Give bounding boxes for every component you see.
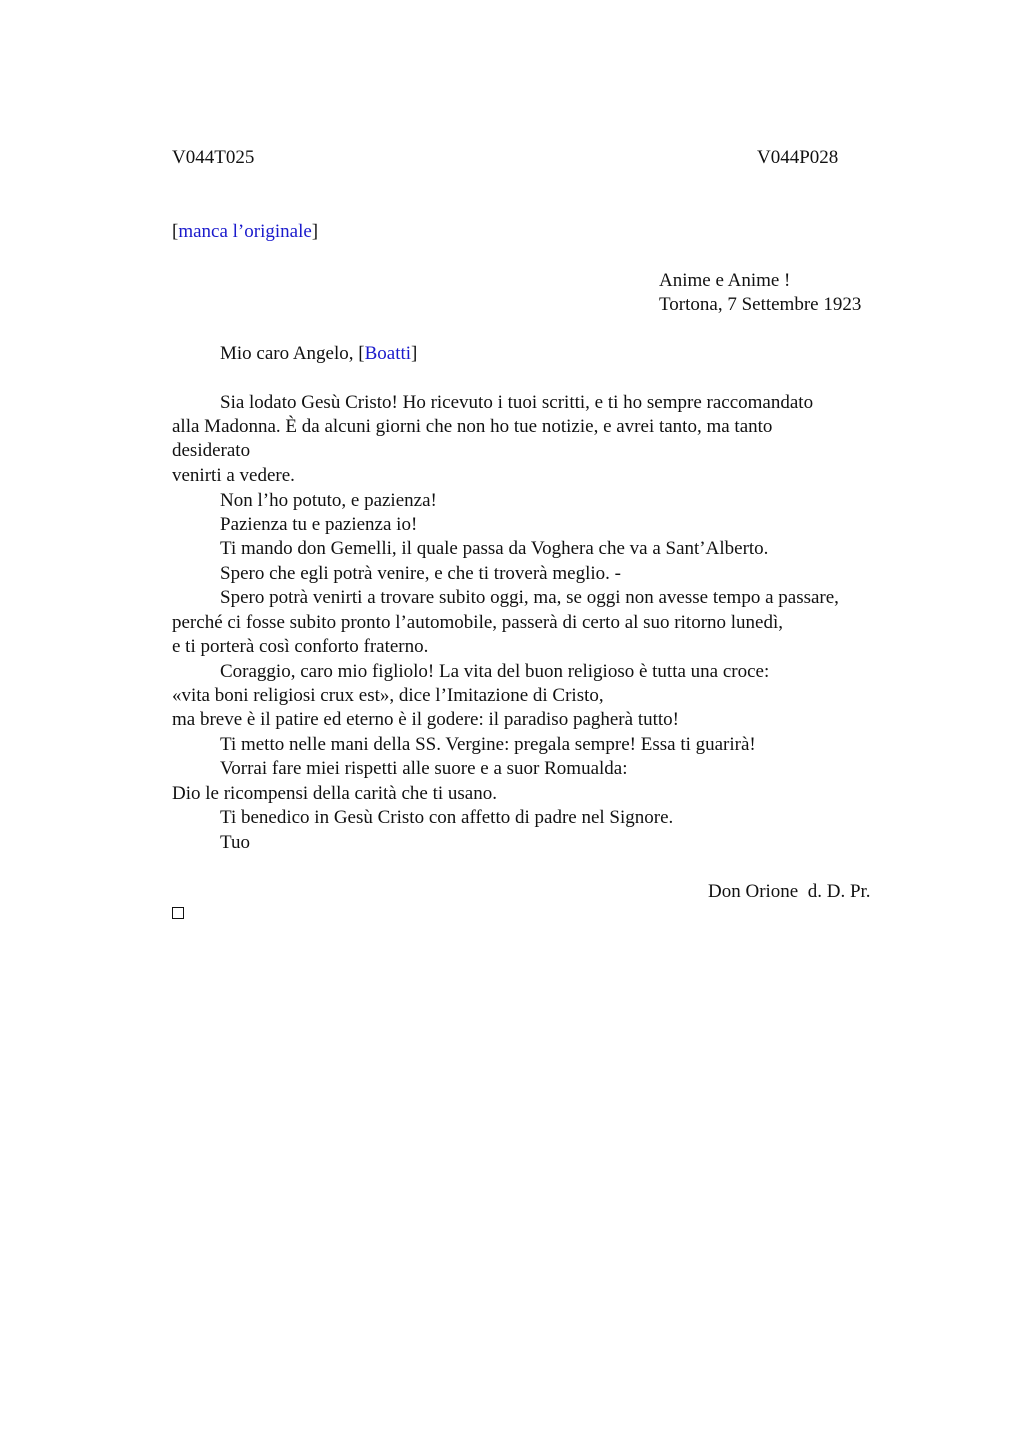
editorial-note xyxy=(172,220,318,244)
note-link[interactable]: manca l’originale xyxy=(178,221,312,242)
body-line: Dio le ricompensi della carità che ti usano. xyxy=(172,783,497,804)
body-line: alla Madonna. È da alcuni giorni che non ho tue notizie, e avrei tanto, ma tanto xyxy=(172,416,773,437)
body-line: Spero che egli potrà venire, e che ti troverà meglio. - xyxy=(220,563,621,584)
body-line: perché ci fosse subito pronto l’automobile, passerà di certo al suo ritorno lunedì, xyxy=(172,612,784,633)
body-line: Ti metto nelle mani della SS. Vergine: pregala sempre! Essa ti guarirà! xyxy=(220,734,756,755)
salutation-bracket-open: [ xyxy=(358,343,365,364)
body-line: ma breve è il patire ed eterno è il godere: il paradiso pagherà tutto! xyxy=(172,709,679,730)
end-mark-box xyxy=(172,907,184,919)
salutation-text: Mio caro Angelo, xyxy=(220,343,359,364)
recipient-link[interactable]: Boatti xyxy=(364,343,412,364)
body-line: Vorrai fare miei rispetti alle suore e a suor Romualda: xyxy=(220,758,628,779)
body-line: Coraggio, caro mio figliolo! La vita del buon religioso è tutta una croce: xyxy=(220,661,770,682)
note-bracket-open: [ xyxy=(172,221,179,242)
body-line: e ti porterà così conforto fraterno. xyxy=(172,636,429,657)
salutation xyxy=(220,342,417,366)
body-line: Ti mando don Gemelli, il quale passa da Voghera che va a Sant’Alberto. xyxy=(220,538,769,559)
document-code-left: V044T025 xyxy=(172,147,255,168)
body-line: Pazienza tu e pazienza io! xyxy=(220,514,418,535)
body-line: desiderato xyxy=(172,440,251,461)
note-bracket-close: ] xyxy=(311,221,319,242)
body-line: «vita boni religiosi crux est», dice l’Imitazione di Cristo, xyxy=(172,685,604,706)
salutation-bracket-close: ] xyxy=(411,343,418,364)
body-line: Ti benedico in Gesù Cristo con affetto di padre nel Signore. xyxy=(220,807,674,828)
body-line: Spero potrà venirti a trovare subito oggi, ma, se oggi non avesse tempo a passare, xyxy=(220,587,839,608)
signature: Don Orione d. D. Pr. xyxy=(708,881,871,902)
motto: Anime e Anime ! xyxy=(659,270,791,291)
body-line: venirti a vedere. xyxy=(172,465,295,486)
body-line: Non l’ho potuto, e pazienza! xyxy=(220,490,437,511)
place-date: Tortona, 7 Settembre 1923 xyxy=(659,294,862,315)
body-line: Sia lodato Gesù Cristo! Ho ricevuto i tuoi scritti, e ti ho sempre raccomandato xyxy=(220,392,814,413)
body-line: Tuo xyxy=(220,832,250,853)
document-code-right: V044P028 xyxy=(757,147,839,168)
